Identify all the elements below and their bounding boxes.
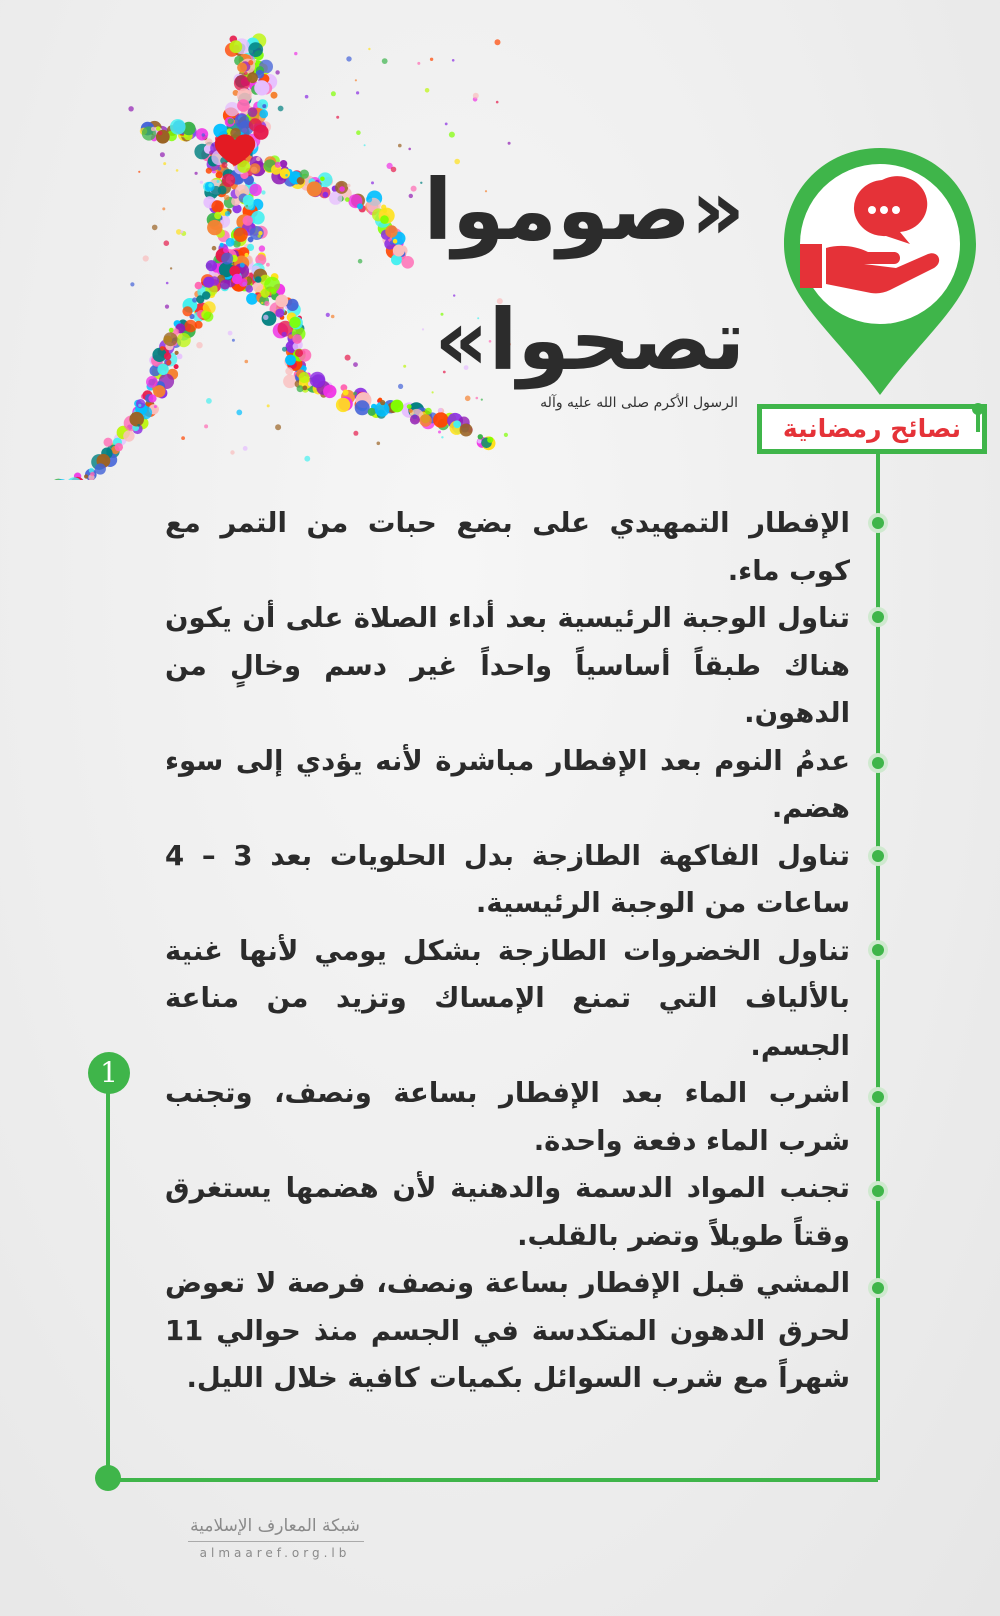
map-pin-badge (770, 140, 990, 410)
tip-item: تناول الخضروات الطازجة بشكل يومي لأنها غنية بالألياف التي تمنع الإمساك وتزيد من مناعة الجسم. (165, 934, 850, 1062)
badge-label: نصائح رمضانية (757, 404, 987, 454)
footer-divider (188, 1541, 364, 1542)
page-number-badge: 1 (88, 1052, 130, 1094)
bullet-dot (872, 1282, 884, 1294)
title-line-2: تصحوا» (434, 291, 745, 389)
bullet-dot (872, 517, 884, 529)
bullet-dot (872, 757, 884, 769)
tip-item: تجنب المواد الدسمة والدهنية لأن هضمها يستغرق وقتاً طويلاً وتضر بالقلب. (165, 1172, 850, 1252)
tip-item: تناول الفاكهة الطازجة بدل الحلويات بعد 3 – 4 ساعات من الوجبة الرئيسية. (165, 839, 850, 919)
footer-url[interactable]: almaaref.org.lb (199, 1546, 351, 1560)
bullet-dot (872, 611, 884, 623)
bullet-dot (872, 1185, 884, 1197)
tip-item: تناول الوجبة الرئيسية بعد أداء الصلاة على أن يكون هناك طبقاً أساسياً واحداً غير دسم وخالٍ من الدهون. (165, 602, 850, 729)
tip-item: المشي قبل الإفطار بساعة ونصف، فرصة لا تعوض لحرق الدهون المتكدسة في الجسم منذ حوالي 11 شهراً مع شرب السوائل بكميات كافية خلال الليل. (165, 1267, 850, 1394)
tip-item: الإفطار التمهيدي على بضع حبات من التمر مع كوب ماء. (165, 507, 850, 587)
footer-logo-text: شبكة المعارف الإسلامية (190, 1516, 360, 1536)
bullet-dot (872, 850, 884, 862)
title-line-1: «صوموا (423, 161, 745, 259)
bullet-dot (872, 944, 884, 956)
title-attribution: الرسول الأكرم صلى الله عليه وآله (540, 395, 738, 411)
bullet-dot (872, 1091, 884, 1103)
tip-item: عدمُ النوم بعد الإفطار مباشرة لأنه يؤدي إلى سوء هضم. (165, 744, 850, 824)
tip-item: اشرب الماء بعد الإفطار بساعة ونصف، وتجنب شرب الماء دفعة واحدة. (165, 1077, 850, 1157)
tips-list (165, 500, 850, 1403)
